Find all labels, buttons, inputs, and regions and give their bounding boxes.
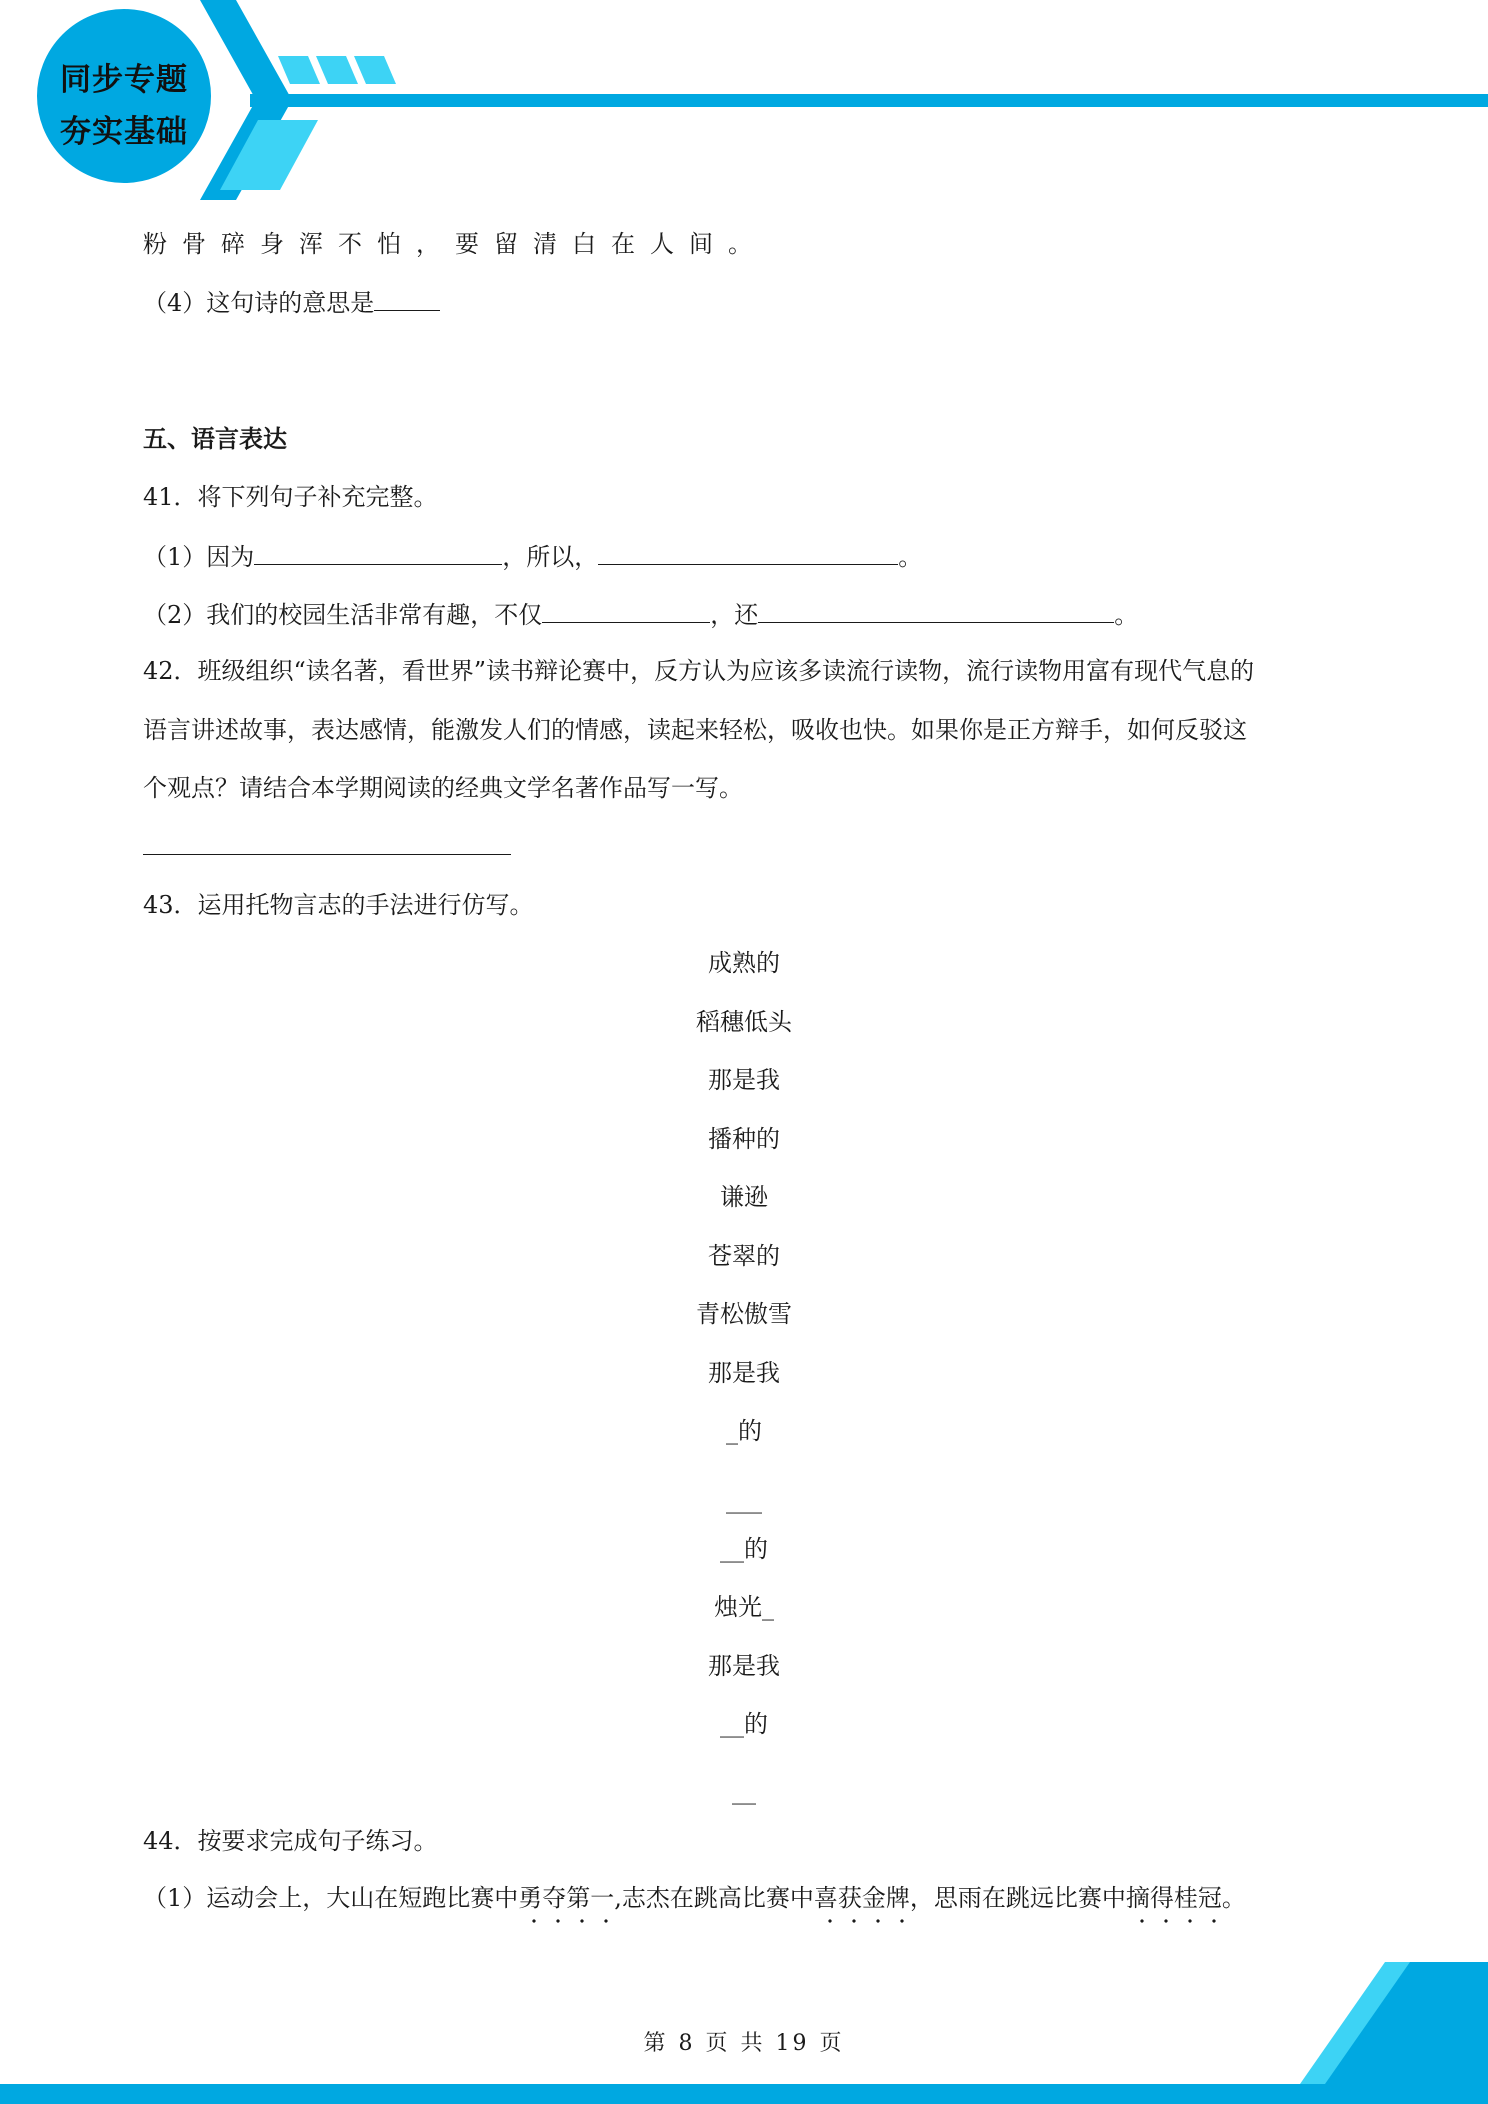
poem-line: ___ bbox=[726, 1486, 762, 1514]
emphasized-phrase: 喜获金牌 bbox=[813, 1884, 910, 1912]
question-41-2-end: 。 bbox=[1114, 601, 1139, 629]
question-42-line2: 语言讲述故事，表达感情，能激发人们的情感，读起来轻松，吸收也快。如果你是正方辩手，如何反驳这 bbox=[143, 716, 1247, 744]
question-44-1 bbox=[143, 1883, 1246, 1913]
question-41-1-end: 。 bbox=[898, 543, 923, 571]
poem-line: 那是我 bbox=[708, 1359, 780, 1387]
question-43-title: 43．运用托物言志的手法进行仿写。 bbox=[143, 891, 534, 919]
badge-title-line1: 同步专题 bbox=[60, 62, 188, 98]
question-42-answer-line bbox=[143, 830, 511, 862]
section-5-title: 五、语言表达 bbox=[143, 425, 287, 453]
poem-line: __ bbox=[732, 1777, 756, 1805]
poem-line: 成熟的 bbox=[708, 949, 780, 977]
poem-line: __的 bbox=[720, 1535, 768, 1563]
question-42-line3: 个观点？请结合本学期阅读的经典文学名著作品写一写。 bbox=[143, 774, 743, 802]
poem-line: 那是我 bbox=[708, 1652, 780, 1680]
question-41-2 bbox=[143, 598, 1138, 630]
question-4-text: （4）这句诗的意思是 bbox=[143, 289, 375, 317]
answer-blank[interactable] bbox=[758, 598, 1114, 623]
question-41-1-middle: ，所以， bbox=[502, 543, 599, 571]
answer-blank[interactable] bbox=[542, 598, 710, 623]
poem-line: __的 bbox=[720, 1710, 768, 1738]
answer-blank[interactable] bbox=[598, 540, 898, 565]
poem-line: 稻穗低头 bbox=[696, 1008, 792, 1036]
poem-line: 粉骨碎身浑不怕，要留清白在人间。 bbox=[143, 230, 767, 258]
emphasized-phrase: 勇夺第一 bbox=[518, 1884, 615, 1912]
poem-line: 播种的 bbox=[708, 1125, 780, 1153]
question-41-2-middle: ，还 bbox=[710, 601, 759, 629]
answer-blank[interactable] bbox=[254, 540, 502, 565]
question-41-2-prefix: （2）我们的校园生活非常有趣，不仅 bbox=[143, 601, 543, 629]
poem-line: 那是我 bbox=[708, 1066, 780, 1094]
question-4-line bbox=[143, 286, 440, 318]
question-41-1 bbox=[143, 540, 922, 572]
badge-title-line2: 夯实基础 bbox=[60, 114, 188, 150]
answer-blank[interactable] bbox=[143, 830, 511, 855]
question-44-1-part-b: ,志杰在跳高比赛中 bbox=[614, 1884, 814, 1912]
answer-blank[interactable] bbox=[374, 286, 440, 311]
question-44-1-part-a: （1）运动会上，大山在短跑比赛中 bbox=[143, 1884, 519, 1912]
poem-line: 谦逊 bbox=[720, 1183, 768, 1211]
poem-line: 苍翠的 bbox=[708, 1242, 780, 1270]
question-44-title: 44．按要求完成句子练习。 bbox=[143, 1827, 438, 1855]
poem-line: _的 bbox=[726, 1417, 762, 1445]
poem-line: 青松傲雪 bbox=[696, 1300, 792, 1328]
question-44-1-part-c: ，思雨在跳远比赛中 bbox=[909, 1884, 1126, 1912]
question-42-line1: 42．班级组织“读名著，看世界”读书辩论赛中，反方认为应该多读流行读物，流行读物用富有现代气息的 bbox=[143, 657, 1255, 685]
poem-line: 烛光_ bbox=[714, 1593, 774, 1621]
emphasized-phrase: 摘得桂冠 bbox=[1125, 1884, 1222, 1912]
question-41-title: 41．将下列句子补充完整。 bbox=[143, 483, 438, 511]
header-banner bbox=[0, 0, 1488, 200]
page-number: 第 8 页 共 19 页 bbox=[643, 2031, 845, 2056]
question-41-1-prefix: （1）因为 bbox=[143, 543, 255, 571]
question-44-1-part-d: 。 bbox=[1221, 1884, 1246, 1912]
